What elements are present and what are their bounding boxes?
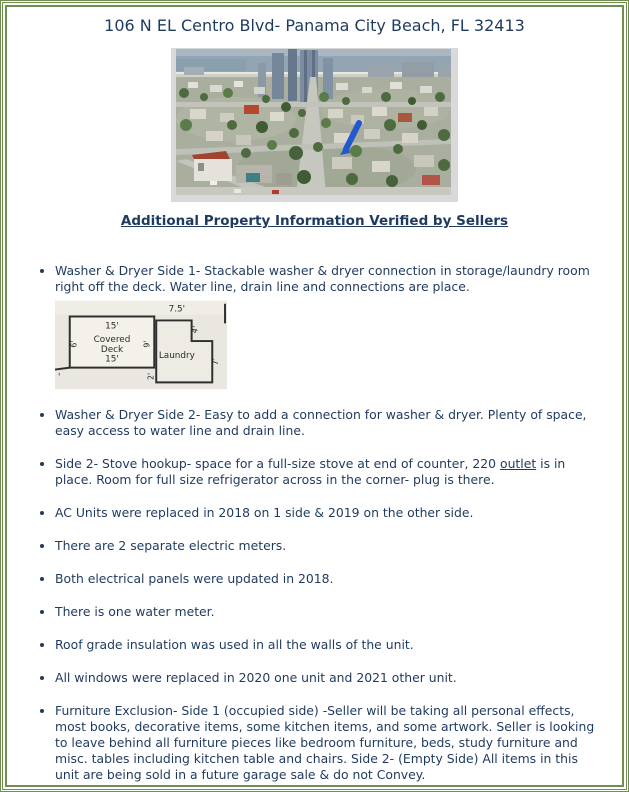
- property-address-title: 106 N EL Centro Blvd- Panama City Beach, FL 32413: [104, 16, 525, 35]
- laundry-depth-label: 7': [211, 358, 221, 366]
- bullet-text: All windows were replaced in 2020 one unit and 2021 other unit.: [55, 670, 457, 685]
- deck-name-line1: Covered: [93, 335, 131, 346]
- deck-room: [70, 316, 155, 367]
- notch-width-label: 4': [189, 324, 201, 335]
- bullet-stove-hookup: [55, 456, 604, 488]
- bullet-electrical-panels: [55, 571, 604, 587]
- floor-plan-sketch: [55, 300, 227, 390]
- deck-width-bottom-label: 15': [105, 354, 119, 365]
- step-label: 2': [146, 372, 156, 381]
- bullet-insulation: [55, 637, 604, 653]
- deck-width-top-label: 15': [105, 321, 119, 332]
- deck-depth-right-label: 9': [142, 340, 152, 348]
- bullet-furniture-exclusion: [55, 703, 604, 783]
- bullet-washer-dryer-side1: [55, 263, 604, 390]
- top-width-label: 7.5': [168, 304, 186, 315]
- aerial-neighborhood-photo: [176, 49, 451, 195]
- page-border-middle: [2, 2, 627, 790]
- property-info-list: [19, 263, 604, 783]
- underlined-word: outlet: [499, 456, 537, 471]
- page-content: [5, 5, 624, 787]
- section-heading: Additional Property Information Verified by Sellers: [120, 213, 509, 229]
- bullet-windows: [55, 670, 604, 686]
- bullet-text: Both electrical panels were updated in 2018.: [55, 571, 334, 586]
- bullet-electric-meters: [55, 538, 604, 554]
- bullet-text: AC Units were replaced in 2018 on 1 side & 2019 on the other side.: [55, 505, 474, 520]
- cutoff-dimension-mark: ': [57, 372, 61, 383]
- bullet-text: Washer & Dryer Side 2- Easy to add a connection for washer & dryer. Plenty of space, easy access to water line and drain line.: [55, 407, 587, 438]
- bullet-water-meter: [55, 604, 604, 620]
- bullet-text-pre: Side 2- Stove hookup- space for a full-size stove at end of counter, 220: [55, 456, 500, 471]
- deck-name-line2: Deck: [100, 344, 124, 355]
- bullet-washer-dryer-side2: [55, 407, 604, 439]
- floorplan-image: [55, 300, 604, 390]
- laundry-label: Laundry: [158, 350, 195, 361]
- bullet-text: Washer & Dryer Side 1- Stackable washer & dryer connection in storage/laundry room right off the deck. Water line, drain line and connections are place.: [55, 263, 590, 294]
- aerial-photo-frame: [171, 48, 458, 202]
- bullet-text-post: is in place. Room for full size refrigerator across in the corner- plug is there.: [55, 456, 566, 487]
- deck-depth-left-label: 6': [69, 340, 79, 348]
- bullet-text: Furniture Exclusion- Side 1 (occupied side) -Seller will be taking all personal effects, most books, decorative items, some kitchen items, and some artwork. Seller is looking to leave behind all furniture pieces like bedroom furniture, beds, study furniture and misc. tables including kitchen table and chairs. Side 2- (Empty Side) All items in this unit are being sold in a future garage sale & do not Convey.: [55, 703, 595, 782]
- bullet-text: Roof grade insulation was used in all the walls of the unit.: [55, 637, 414, 652]
- bullet-text: There are 2 separate electric meters.: [55, 538, 287, 553]
- bullet-text: There is one water meter.: [55, 604, 215, 619]
- bullet-ac-units: [55, 505, 604, 521]
